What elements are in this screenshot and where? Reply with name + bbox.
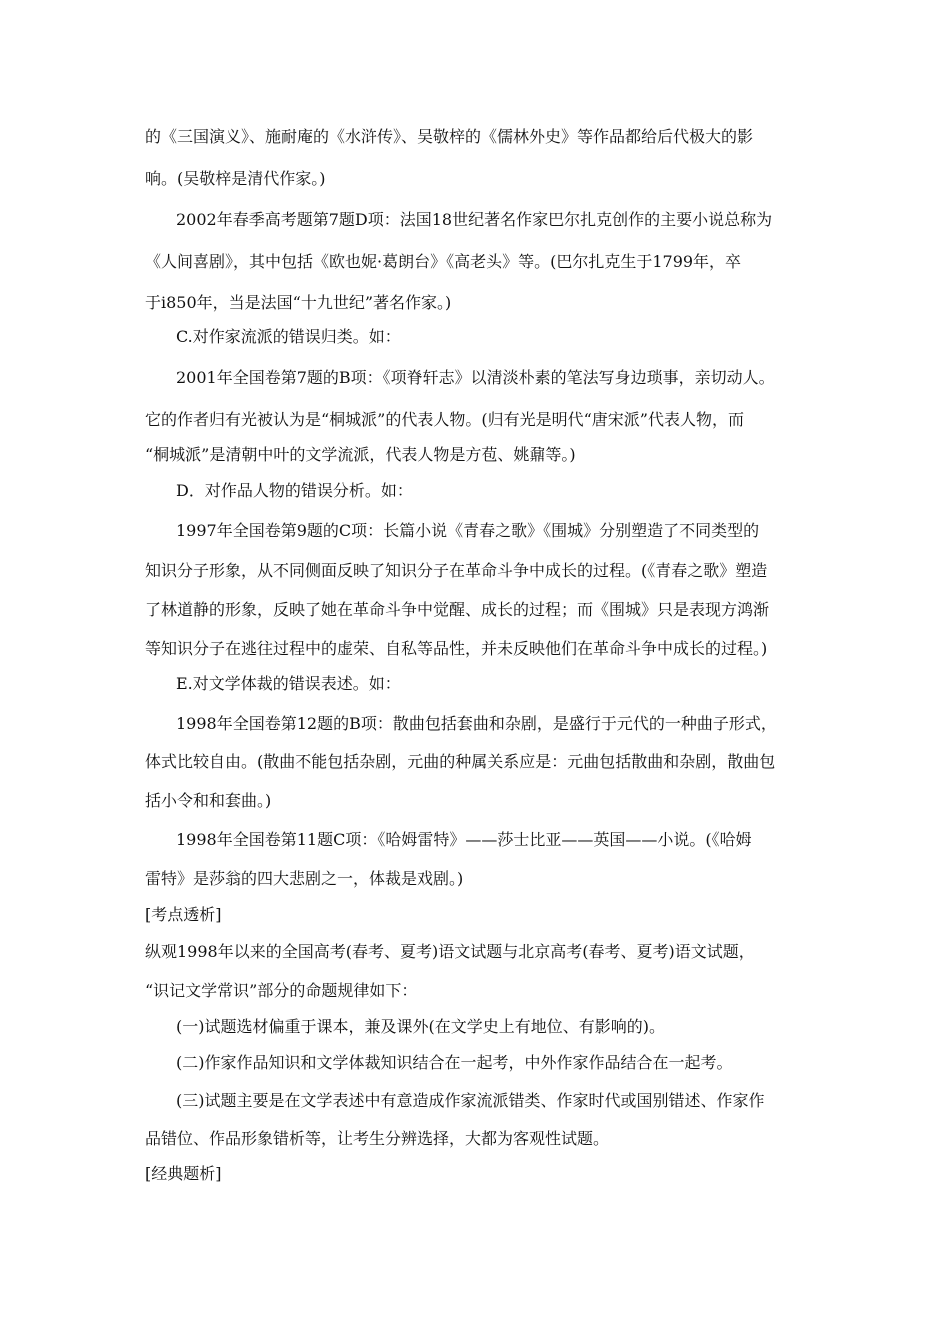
list-item: (一)试题选材偏重于课本，兼及课外(在文学史上有地位、有影响的)。 — [176, 1017, 665, 1036]
paragraph-line: 的《三国演义》、施耐庵的《水浒传》、吴敬梓的《儒林外史》等作品都给后代极大的影 — [145, 127, 754, 146]
list-item: (三)试题主要是在文学表述中有意造成作家流派错类、作家时代或国别错述、作家作 — [176, 1091, 765, 1110]
paragraph-line: 纵观1998年以来的全国高考(春考、夏考)语文试题与北京高考(春考、夏考)语文试题， — [145, 942, 755, 961]
paragraph-line: 它的作者归有光被认为是“桐城派”的代表人物。(归有光是明代“唐宋派”代表人物，而 — [145, 410, 744, 429]
paragraph-line: 品错位、作品形象错析等，让考生分辨选择，大都为客观性试题。 — [145, 1129, 610, 1148]
section-heading: E.对文学体裁的错误表述。如： — [176, 674, 401, 693]
paragraph-line: 响。(吴敬梓是清代作家。) — [145, 169, 326, 188]
paragraph-line: 1998年全国卷第11题C项：《哈姆雷特》——莎士比亚——英国——小说。(《哈姆 — [176, 830, 752, 849]
paragraph-line: “桐城派”是清朝中叶的文学流派，代表人物是方苞、姚鼐等。) — [145, 445, 576, 464]
paragraph-line: 了林道静的形象，反映了她在革命斗争中觉醒、成长的过程；而《围城》只是表现方鸿渐 — [145, 600, 770, 619]
paragraph-line: 等知识分子在逃往过程中的虚荣、自私等品性，并未反映他们在革命斗争中成长的过程。) — [145, 639, 768, 658]
paragraph-line: 1997年全国卷第9题的C项：长篇小说《青春之歌》《围城》分别塑造了不同类型的 — [176, 521, 760, 540]
paragraph-line: 雷特》是莎翁的四大悲剧之一，体裁是戏剧。) — [145, 869, 464, 888]
section-heading: D．对作品人物的错误分析。如： — [176, 481, 413, 500]
paragraph-line: 2002年春季高考题第7题D项：法国18世纪著名作家巴尔扎克创作的主要小说总称为 — [176, 210, 773, 229]
paragraph-line: 体式比较自由。(散曲不能包括杂剧，元曲的种属关系应是：元曲包括散曲和杂剧，散曲包 — [145, 752, 776, 771]
section-label: [考点透析] — [145, 905, 222, 924]
paragraph-line: 于i850年，当是法国“十九世纪”著名作家。) — [145, 293, 452, 312]
section-label: [经典题析] — [145, 1164, 222, 1183]
list-item: (二)作家作品知识和文学体裁知识结合在一起考，中外作家作品结合在一起考。 — [176, 1053, 733, 1072]
paragraph-line: 2001年全国卷第7题的B项：《项脊轩志》以清淡朴素的笔法写身边琐事，亲切动人。 — [176, 368, 775, 387]
paragraph-line: 《人间喜剧》，其中包括《欧也妮·葛朗台》《高老头》等。(巴尔扎克生于1799年，卒 — [145, 252, 742, 271]
paragraph-line: 1998年全国卷第12题的B项：散曲包括套曲和杂剧，是盛行于元代的一种曲子形式， — [176, 714, 777, 733]
paragraph-line: “识记文学常识”部分的命题规律如下： — [145, 981, 418, 1000]
paragraph-line: 知识分子形象，从不同侧面反映了知识分子在革命斗争中成长的过程。(《青春之歌》塑造 — [145, 561, 768, 580]
section-heading: C.对作家流派的错误归类。如： — [176, 327, 401, 346]
paragraph-line: 括小令和和套曲。) — [145, 791, 272, 810]
